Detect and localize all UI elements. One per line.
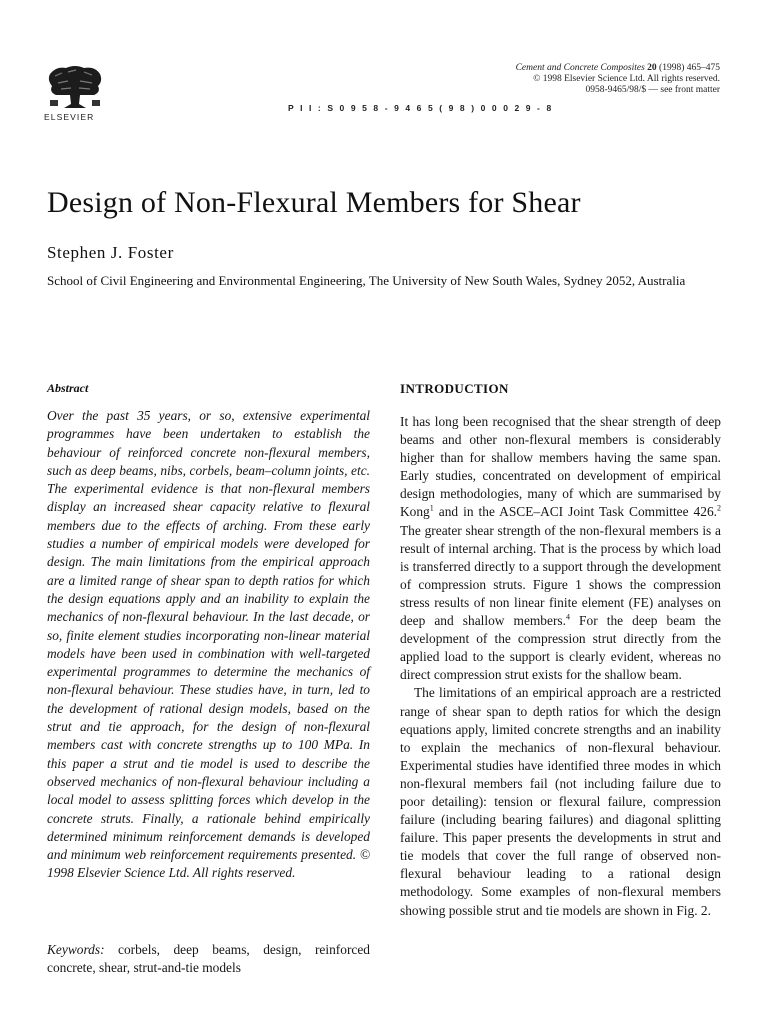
intro-paragraph-1b: and in the ASCE–ACI Joint Task Committee 426. xyxy=(433,504,717,520)
copyright-line: © 1998 Elsevier Science Ltd. All rights reserved. xyxy=(533,74,720,84)
intro-paragraph-1a: It has long been recognised that the shear strength of deep beams and other non-flexural members is considerably higher than for shallow members having the same span. Early studies, concentrated on development of empirical design methodologies, many of which are summarised by Kong xyxy=(400,414,721,520)
intro-paragraph-1d: For the deep beam the development of the compression strut directly from the applied load to the support is clearly evident, whereas no direct compression strut exists for the shallow beam. xyxy=(400,613,721,683)
author-affiliation: School of Civil Engineering and Environmental Engineering, The University of New South Wales, Sydney 2052, Australia xyxy=(47,273,686,288)
pii-identifier: P I I : S 0 9 5 8 - 9 4 6 5 ( 9 8 ) 0 0 0 2 9 - 8 xyxy=(288,103,554,113)
journal-year-pages: (1998) 465–475 xyxy=(659,63,720,73)
journal-citation xyxy=(516,63,720,96)
issn-line: 0958-9465/98/$ — see front matter xyxy=(585,85,720,95)
intro-paragraph-2: The limitations of an empirical approach are a restricted range of shear span to depth ratios for which the design equations apply, limited concrete strengths and an inability to explain the mechanics of non-flexural behaviour. Experimental studies have identified three modes in which non-flexural members fail (not including failure due to poor detailing): tension or flexural failure, compression failure (including bearing failures) and diagonal splitting failure. This paper presents the developments in strut and tie models that cover the full range of observed non-flexural behaviour leading to a rational design methodology. Some examples of non-flexural members showing possible strut and tie models are shown in Fig. 2. xyxy=(400,685,721,918)
intro-paragraph-1c: The greater shear strength of the non-flexural members is a result of internal arching. That is the process by which load is transferred directly to a support through the development of compression struts. Figure 1 shows the compression stress results of non linear finite element (FE) analyses on deep and shallow members. xyxy=(400,522,721,629)
elsevier-logo xyxy=(44,64,108,122)
elsevier-tree-icon xyxy=(46,64,104,110)
author-name: Stephen J. Foster xyxy=(47,243,174,262)
reference-4: 4 xyxy=(565,612,570,622)
reference-1: 1 xyxy=(429,504,434,513)
journal-reference-line xyxy=(516,63,720,74)
keywords-text: corbels, deep beams, design, reinforced concrete, shear, strut-and-tie models xyxy=(47,942,370,976)
reference-2: 2 xyxy=(717,504,721,513)
journal-name: Cement and Concrete Composites xyxy=(515,63,645,73)
journal-volume: 20 xyxy=(647,63,657,73)
abstract-text: Over the past 35 years, or so, extensive experimental programmes have been undertaken to establish the behaviour of reinforced concrete non-flexural members, such as deep beams, nibs, corbels, beam–column joints, etc. The experimental evidence is that non-flexural members display an increased shear capacity relative to flexural members due to the effects of arching. From these early studies a number of empirical models were developed for design. The main limitations from the empirical approach are a limited range of shear span to depth ratios for which the design equations apply and an inability to explain the mechanics of non-flexural behaviour. In the last decade, or so, finite element studies incorporating non-linear material models have been used in combination with well-targeted experimental programmes to determine the mechanics of non-flexural behaviour. These studies have, in turn, led to the development of rational design models, based on the strut and tie approach, for the design of non-flexural members cast with concrete strengths up to 100 MPa. In this paper a strut and tie model is used to describe the observed mechanics of non-flexural behaviour including a local model to assess splitting forces which develop in the concrete struts. Finally, a rationale behind empirically determined minimum reinforcement demands is developed and minimum web reinforcement requirements presented. © 1998 Elsevier Science Ltd. All rights reserved. xyxy=(47,408,370,881)
introduction-heading: INTRODUCTION xyxy=(400,381,509,396)
abstract-heading: Abstract xyxy=(47,381,89,395)
keywords xyxy=(47,941,370,978)
introduction-text xyxy=(400,413,721,920)
keywords-label: Keywords: xyxy=(47,942,105,957)
publisher-name: ELSEVIER xyxy=(44,112,95,122)
paper-title: Design of Non-Flexural Members for Shear xyxy=(47,186,581,219)
